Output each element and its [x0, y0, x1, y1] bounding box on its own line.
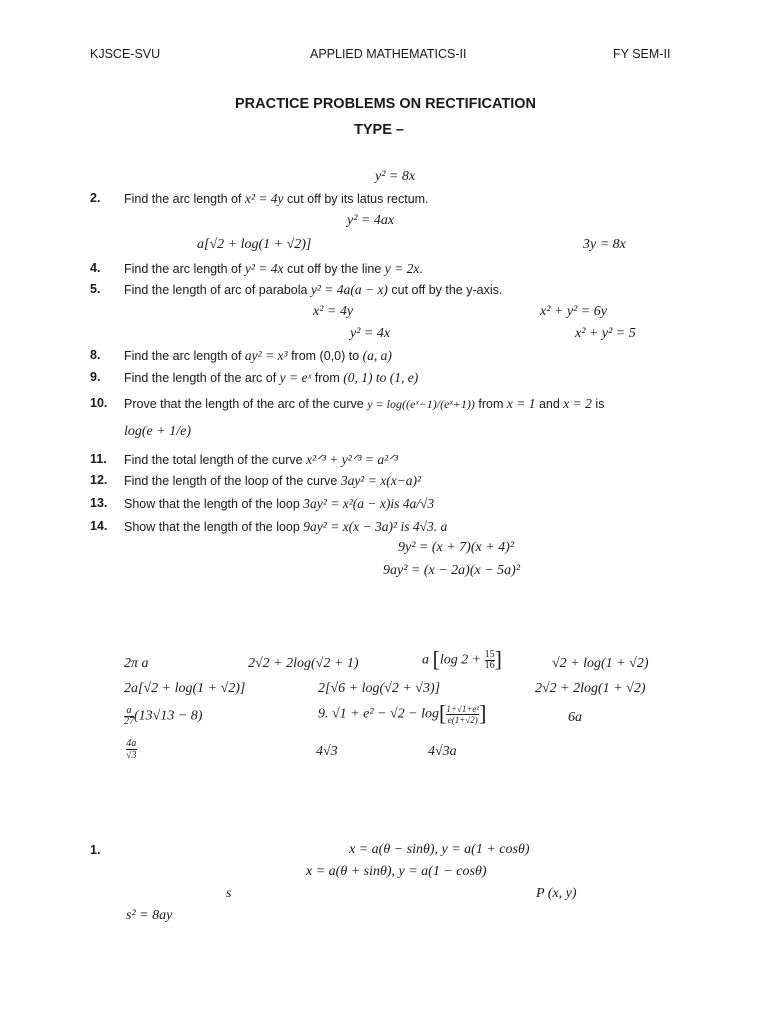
- equation-e1: x = a(θ − sinθ), y = a(1 + cosθ): [349, 842, 530, 857]
- problem-number: 8.: [90, 348, 101, 362]
- answer-c1: $\frac{a}{27}$ (13√13 − 8): [124, 705, 203, 727]
- problem-number: 10.: [90, 396, 108, 410]
- problem-number: 4.: [90, 261, 101, 275]
- problem-text: Find the length of the arc of y = eˣ from (0, 1) to (1, e): [124, 370, 419, 385]
- problem-text: Prove that the length of the arc of the curve y = log((eˣ−1)/(eˣ+1)) from x = 1 and x = 2 is: [124, 396, 605, 411]
- header-right: FY SEM-II: [613, 47, 671, 61]
- bottom-problem-number: 1.: [90, 843, 101, 857]
- equation-m6: x² + y² = 6y: [540, 304, 607, 319]
- problem-text: Find the arc length of x² = 4y cut off by its latus rectum.: [124, 191, 429, 206]
- equation-s2: s² = 8ay: [126, 908, 173, 923]
- answer-a1: 2π a: [124, 656, 149, 671]
- answer-d2: 4√3: [316, 744, 338, 759]
- answer-a2: 2√2 + 2log(√2 + 1): [248, 656, 359, 671]
- equation-m1: y² = 8x: [375, 169, 416, 184]
- symbol-s: s: [226, 886, 232, 901]
- answer-c2: 9. √1 + e² − √2 − log[ $\frac{\text{1+√1+e²}}{e(1+√2)}$ ]: [318, 700, 487, 726]
- problem-text: Find the arc length of ay² = x³ from (0,0) to (a, a): [124, 348, 392, 363]
- equation-m8: x² + y² = 5: [575, 326, 636, 341]
- answer-d3: 4√3a: [428, 744, 457, 759]
- problem-number: 5.: [90, 282, 101, 296]
- problem-number: 12.: [90, 473, 108, 487]
- header-left: KJSCE-SVU: [90, 47, 161, 61]
- problem-text: Find the total length of the curve x²ᐟ³ + y²ᐟ³ = a²ᐟ³: [124, 452, 398, 467]
- page-subtitle: TYPE –: [354, 122, 404, 138]
- problem-text: Show that the length of the loop 9ay² = x(x − 3a)² is 4√3. a: [124, 519, 448, 534]
- problem-10-result: log(e + 1/e): [124, 424, 191, 439]
- answer-b2: 2[√6 + log(√2 + √3)]: [318, 681, 441, 696]
- problem-text: Show that the length of the loop 3ay² = x²(a − x)is 4a/√3: [124, 496, 435, 511]
- problem-number: 11.: [90, 452, 107, 466]
- problem-text: Find the arc length of y² = 4x cut off by the line y = 2x.: [124, 261, 423, 276]
- problem-number: 14.: [90, 519, 108, 533]
- answer-c3: 6a: [568, 710, 582, 725]
- equation-m7: y² = 4x: [350, 326, 391, 341]
- problem-text: Find the length of arc of parabola y² = 4a(a − x) cut off by the y-axis.: [124, 282, 503, 297]
- equation-m9: 9y² = (x + 7)(x + 4)²: [398, 540, 515, 555]
- answer-b1: 2a[√2 + log(1 + √2)]: [124, 681, 246, 696]
- problem-number: 13.: [90, 496, 108, 510]
- problem-number: 2.: [90, 191, 101, 205]
- header-center: APPLIED MATHEMATICS-II: [310, 47, 467, 61]
- problem-text: Find the length of the loop of the curve 3ay² = x(x−a)²: [124, 473, 422, 488]
- problem-number: 9.: [90, 370, 101, 384]
- answer-b3: 2√2 + 2log(1 + √2): [535, 681, 646, 696]
- equation-m2: y² = 4ax: [347, 213, 395, 228]
- point-p: P (x, y): [536, 886, 577, 901]
- answer-a3: a [log 2 + $\frac{15}{16}$ ]: [422, 646, 502, 672]
- equation-m10: 9ay² = (x − 2a)(x − 5a)²: [383, 563, 521, 578]
- equation-m4: 3y = 8x: [583, 237, 626, 252]
- equation-m3: a[√2 + log(1 + √2)]: [197, 237, 312, 252]
- answer-a4: √2 + log(1 + √2): [552, 656, 649, 671]
- answer-d1: $\frac{4a}{√3}$: [126, 738, 137, 761]
- page-title: PRACTICE PROBLEMS ON RECTIFICATION: [235, 96, 537, 112]
- equation-m5: x² = 4y: [313, 304, 354, 319]
- equation-e2: x = a(θ + sinθ), y = a(1 − cosθ): [306, 864, 487, 879]
